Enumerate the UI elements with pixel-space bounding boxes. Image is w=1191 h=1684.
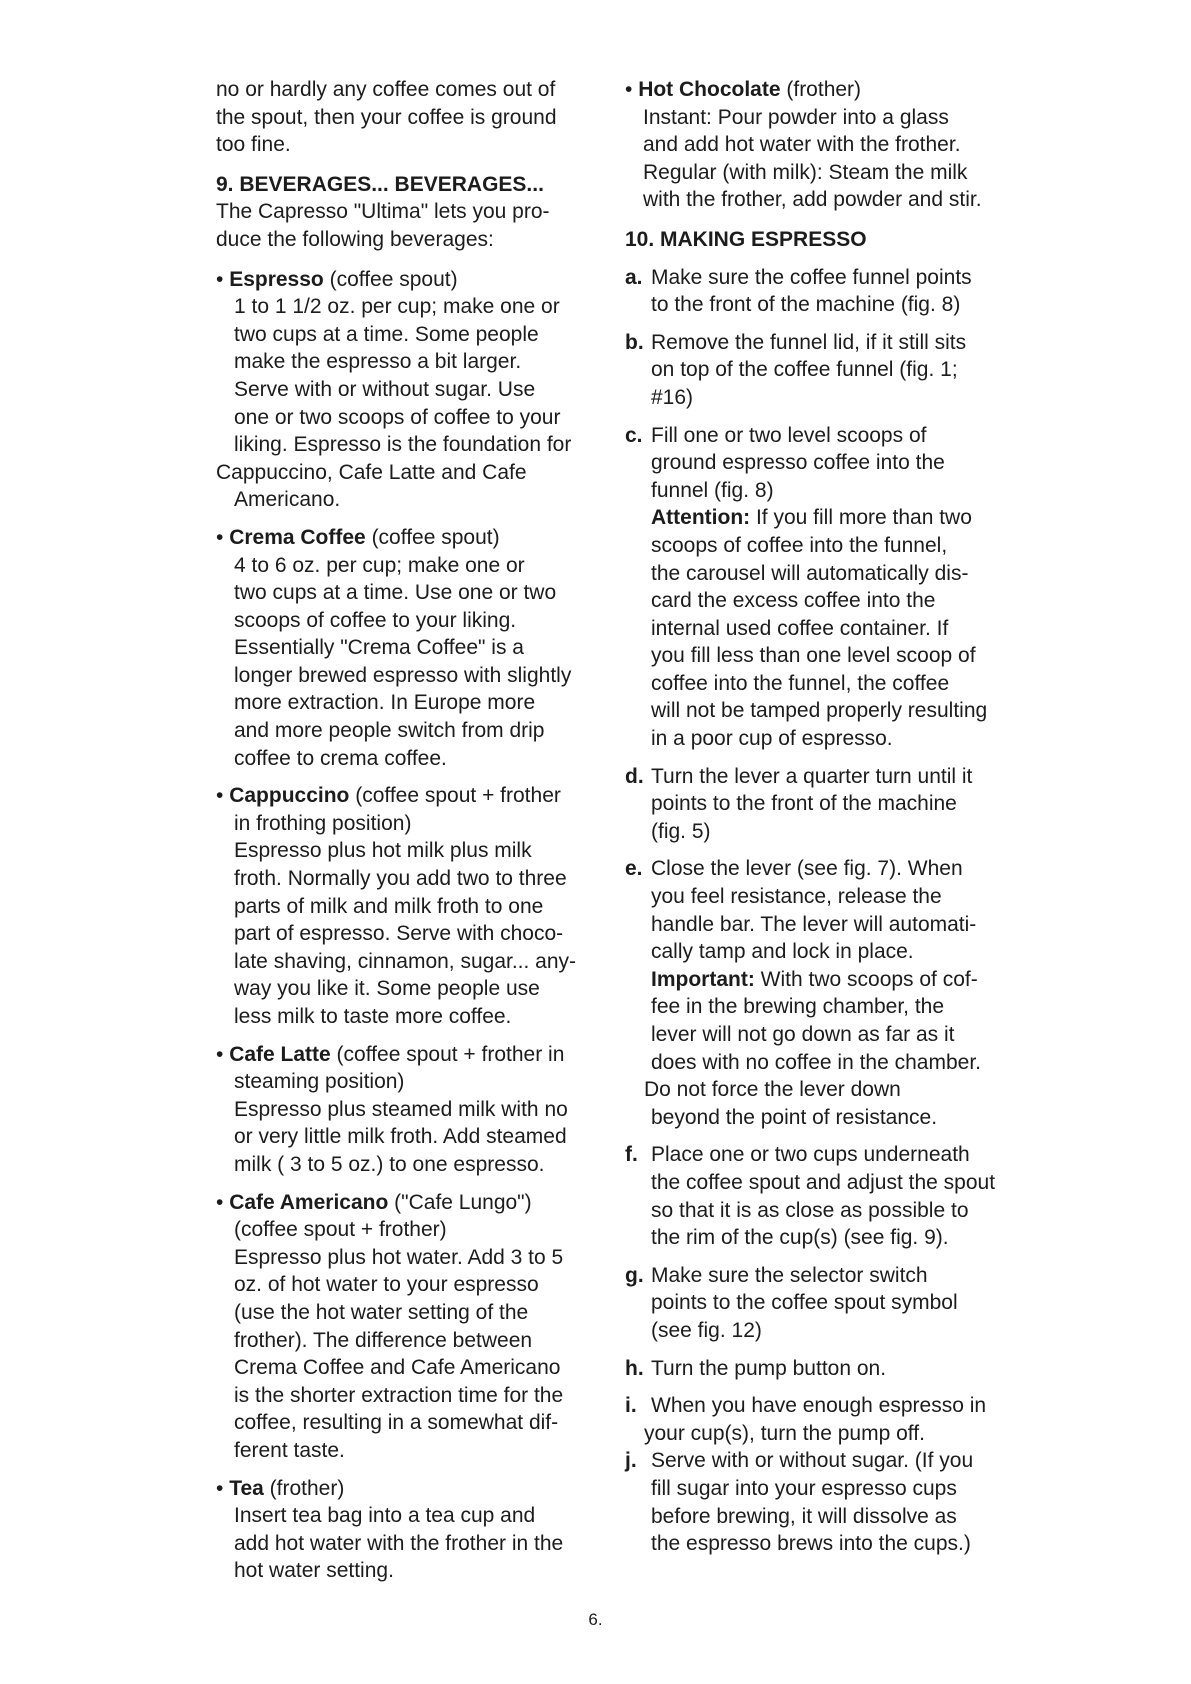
step-g xyxy=(625,1262,1020,1345)
text-line: Make sure the coffee funnel points xyxy=(651,265,972,289)
text-line: points to the coffee spout symbol xyxy=(651,1291,958,1315)
text-line: scoops of coffee into the funnel, xyxy=(651,533,948,557)
beverage-cafe-americano xyxy=(216,1189,601,1465)
text-line: Turn the lever a quarter turn until it xyxy=(651,764,973,788)
text-line: oz. of hot water to your espresso xyxy=(234,1273,539,1297)
text-line: make the espresso a bit larger. xyxy=(234,350,522,374)
important-label: Important: xyxy=(651,967,755,991)
step-letter: j. xyxy=(625,1449,637,1473)
text-line: #16) xyxy=(651,385,694,409)
beverage-title: • Cafe Americano ("Cafe Lungo") xyxy=(216,1190,532,1214)
text-line: before brewing, it will dissolve as xyxy=(651,1504,957,1528)
text-line: your cup(s), turn the pump off. xyxy=(644,1421,925,1445)
text-line: or very little milk froth. Add steamed xyxy=(234,1125,567,1149)
text-line: no or hardly any coffee comes out of xyxy=(216,78,556,101)
text-line: to the front of the machine (fig. 8) xyxy=(651,293,961,317)
text-line: Place one or two cups underneath xyxy=(651,1143,970,1167)
text-line: Regular (with milk): Steam the milk xyxy=(643,160,968,184)
text-line: add hot water with the frother in the xyxy=(234,1531,564,1555)
step-letter: i. xyxy=(625,1394,637,1418)
text-line: and more people switch from drip xyxy=(234,719,545,743)
text-line: funnel (fig. 8) xyxy=(651,478,774,502)
text-line: Fill one or two level scoops of xyxy=(651,423,927,447)
text-line: hot water setting. xyxy=(234,1559,394,1583)
text-line: cally tamp and lock in place. xyxy=(651,940,914,964)
text-line: (see fig. 12) xyxy=(651,1318,762,1342)
text-line: is the shorter extraction time for the xyxy=(234,1383,564,1407)
step-letter: d. xyxy=(625,764,644,788)
step-letter: c. xyxy=(625,423,643,447)
left-column xyxy=(216,76,601,1595)
beverage-name: Espresso xyxy=(229,267,324,291)
text-line: Espresso plus hot milk plus milk xyxy=(234,839,532,863)
right-column xyxy=(625,76,1020,1568)
step-i xyxy=(625,1392,1020,1447)
beverage-cappuccino xyxy=(216,782,601,1030)
text-line: Instant: Pour powder into a glass xyxy=(643,105,949,129)
section-9 xyxy=(216,171,601,254)
text-line: two cups at a time. Some people xyxy=(234,322,539,346)
step-e xyxy=(625,855,1020,1131)
beverage-title: • Hot Chocolate (frother) xyxy=(625,78,862,101)
step-letter: h. xyxy=(625,1356,644,1380)
text-line: (coffee spout + frother) xyxy=(234,1218,447,1242)
step-h xyxy=(625,1355,1020,1383)
text-line: steaming position) xyxy=(234,1070,405,1094)
beverage-note: (coffee spout) xyxy=(365,525,500,549)
text-line: card the excess coffee into the xyxy=(651,589,936,613)
intro-paragraph xyxy=(216,76,601,159)
text-line: scoops of coffee to your liking. xyxy=(234,608,517,632)
text-line: in a poor cup of espresso. xyxy=(651,727,893,751)
attention-label: Attention: xyxy=(651,506,751,530)
attention-line xyxy=(651,504,1020,532)
text-line: Insert tea bag into a tea cup and xyxy=(234,1504,536,1528)
text-line: Turn the pump button on. xyxy=(651,1356,887,1380)
text-line: Make sure the selector switch xyxy=(651,1263,928,1287)
text-line: ferent taste. xyxy=(234,1438,345,1462)
beverage-note: (coffee spout) xyxy=(323,267,458,291)
text-span: If you fill more than two xyxy=(750,506,972,530)
beverage-name: Cafe Americano xyxy=(229,1190,389,1214)
beverage-name: Crema Coffee xyxy=(229,525,366,549)
step-letter: f. xyxy=(625,1143,638,1167)
text-line: milk ( 3 to 5 oz.) to one espresso. xyxy=(234,1152,545,1176)
beverage-crema-coffee xyxy=(216,524,601,772)
step-d xyxy=(625,763,1020,846)
beverage-name: Cafe Latte xyxy=(229,1042,331,1066)
text-line: the coffee spout and adjust the spout xyxy=(651,1170,996,1194)
text-line: more extraction. In Europe more xyxy=(234,691,536,715)
text-line: you fill less than one level scoop of xyxy=(651,644,976,668)
beverage-hot-chocolate xyxy=(625,76,1020,214)
text-line: Americano. xyxy=(234,488,341,512)
beverage-name: Cappuccino xyxy=(229,784,350,808)
text-line: lever will not go down as far as it xyxy=(651,1023,955,1046)
text-line: (fig. 5) xyxy=(651,819,711,843)
beverage-note: (frother) xyxy=(780,78,862,101)
text-line: When you have enough espresso in xyxy=(651,1394,987,1418)
beverage-note: ("Cafe Lungo") xyxy=(388,1190,532,1214)
text-line: Remove the funnel lid, if it still sits xyxy=(651,330,967,354)
text-line: froth. Normally you add two to three xyxy=(234,867,567,891)
text-span: With two scoops of cof- xyxy=(754,967,978,991)
beverage-note: (coffee spout + frother in xyxy=(330,1042,565,1066)
text-line: coffee into the funnel, the coffee xyxy=(651,671,950,695)
text-line: less milk to taste more coffee. xyxy=(234,1005,512,1028)
step-j xyxy=(625,1447,1020,1557)
text-line: Do not force the lever down xyxy=(644,1078,901,1102)
text-line: coffee to crema coffee. xyxy=(234,746,447,770)
text-line: will not be tamped properly resulting xyxy=(651,699,988,723)
text-line: the spout, then your coffee is ground xyxy=(216,105,557,129)
text-line: Serve with or without sugar. (If you xyxy=(651,1449,974,1473)
text-line: on top of the coffee funnel (fig. 1; xyxy=(651,358,958,382)
text-line: Crema Coffee and Cafe Americano xyxy=(234,1356,561,1380)
text-line: the carousel will automatically dis- xyxy=(651,561,969,585)
beverage-note: (frother) xyxy=(263,1476,345,1500)
text-line: Espresso plus hot water. Add 3 to 5 xyxy=(234,1245,564,1269)
section-heading: 9. BEVERAGES... BEVERAGES... xyxy=(216,172,544,196)
text-line: you feel resistance, release the xyxy=(651,885,942,909)
beverage-title: • Cafe Latte (coffee spout + frother in xyxy=(216,1042,565,1066)
text-line: parts of milk and milk froth to one xyxy=(234,894,544,918)
step-letter: e. xyxy=(625,857,643,881)
text-line: the espresso brews into the cups.) xyxy=(651,1532,971,1556)
text-line: does with no coffee in the chamber. xyxy=(651,1050,981,1074)
text-line: the rim of the cup(s) (see fig. 9). xyxy=(651,1226,949,1250)
text-line: and add hot water with the frother. xyxy=(643,133,961,157)
beverage-note: (coffee spout + frother xyxy=(349,784,561,808)
step-f xyxy=(625,1141,1020,1251)
text-line: so that it is as close as possible to xyxy=(651,1198,969,1222)
text-line: too fine. xyxy=(216,133,291,157)
step-a xyxy=(625,264,1020,319)
beverage-title: • Crema Coffee (coffee spout) xyxy=(216,525,500,549)
beverage-title: • Espresso (coffee spout) xyxy=(216,267,458,291)
beverage-espresso xyxy=(216,266,601,514)
text-line: in frothing position) xyxy=(234,811,412,835)
text-line: beyond the point of resistance. xyxy=(651,1105,938,1129)
beverage-tea xyxy=(216,1475,601,1585)
beverage-title: • Cappuccino (coffee spout + frother xyxy=(216,784,561,808)
text-line: two cups at a time. Use one or two xyxy=(234,581,557,605)
text-line: Espresso plus steamed milk with no xyxy=(234,1097,568,1121)
text-line: part of espresso. Serve with choco- xyxy=(234,922,564,946)
beverage-name: Hot Chocolate xyxy=(638,78,781,101)
step-c xyxy=(625,422,1020,753)
text-line: 1 to 1 1/2 oz. per cup; make one or xyxy=(234,295,560,319)
text-line: Essentially "Crema Coffee" is a xyxy=(234,636,524,660)
text-line: duce the following beverages: xyxy=(216,227,494,251)
text-line: handle bar. The lever will automati- xyxy=(651,912,977,936)
text-line: internal used coffee container. If xyxy=(651,616,949,640)
text-line: The Capresso "Ultima" lets you pro- xyxy=(216,200,550,224)
section-heading: 10. MAKING ESPRESSO xyxy=(625,227,867,251)
text-line: ground espresso coffee into the xyxy=(651,451,945,475)
beverage-title: • Tea (frother) xyxy=(216,1476,345,1500)
text-line: frother). The difference between xyxy=(234,1328,533,1352)
text-line: 4 to 6 oz. per cup; make one or xyxy=(234,553,525,577)
important-line xyxy=(651,966,1020,994)
text-line: way you like it. Some people use xyxy=(234,977,540,1001)
step-letter: g. xyxy=(625,1263,644,1287)
text-line: Cappuccino, Cafe Latte and Cafe xyxy=(216,460,527,484)
text-line: one or two scoops of coffee to your xyxy=(234,405,561,429)
text-line: Serve with or without sugar. Use xyxy=(234,377,536,401)
text-line: late shaving, cinnamon, sugar... any- xyxy=(234,949,577,973)
text-line: fee in the brewing chamber, the xyxy=(651,995,945,1019)
text-line: (use the hot water setting of the xyxy=(234,1300,529,1324)
beverage-cafe-latte xyxy=(216,1041,601,1179)
text-line: longer brewed espresso with slightly xyxy=(234,663,572,687)
text-line: liking. Espresso is the foundation for xyxy=(234,433,572,457)
step-b xyxy=(625,329,1020,412)
step-letter: b. xyxy=(625,330,644,354)
step-letter: a. xyxy=(625,265,643,289)
text-line: coffee, resulting in a somewhat dif- xyxy=(234,1411,559,1435)
text-line: points to the front of the machine xyxy=(651,792,957,816)
text-line: with the frother, add powder and stir. xyxy=(643,188,982,212)
text-line: fill sugar into your espresso cups xyxy=(651,1476,957,1500)
beverage-name: Tea xyxy=(229,1476,264,1500)
text-line: Close the lever (see fig. 7). When xyxy=(651,857,963,881)
page-number: 6. xyxy=(588,1610,603,1629)
